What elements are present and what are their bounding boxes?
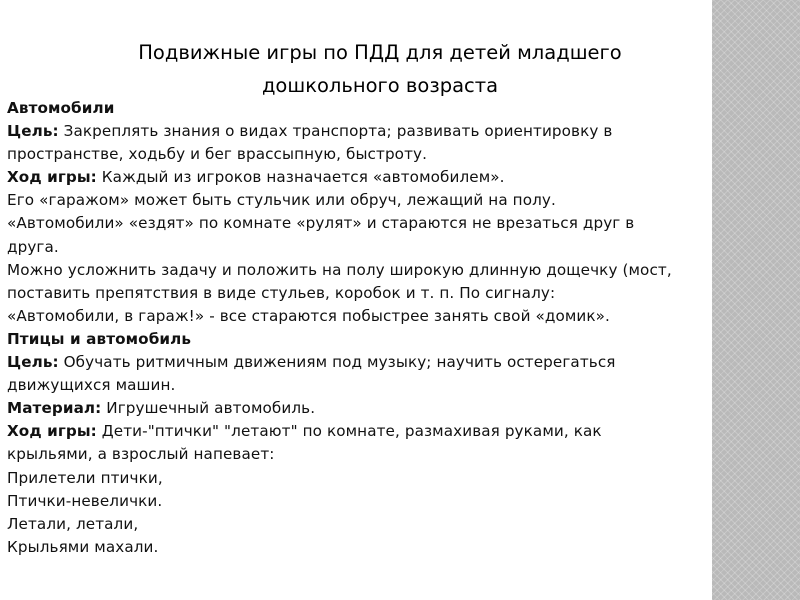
game2-course-line-2: крыльями, а взрослый напевает: [7, 445, 275, 464]
verse-line-3: Летали, летали, [7, 514, 139, 533]
title-line-2: дошкольного возраста [261, 74, 499, 97]
game1-text-line-5: Можно усложнить задачу и положить на полу широкую длинную дощечку (мост, [7, 260, 672, 279]
game2-course-label: Ход игры: [7, 422, 97, 441]
game2-goal-line [7, 351, 715, 374]
game2-material-line [7, 397, 715, 420]
game1-goal-text: Закреплять знания о видах транспорта; развивать ориентировку в [58, 122, 613, 141]
game2-course-text: Дети-"птички" "летают" по комнате, размахивая руками, как [96, 422, 602, 441]
decorative-side-strip [712, 0, 800, 600]
game1-goal-line [7, 120, 715, 143]
game1-goal-label: Цель: [7, 122, 59, 141]
verse-line-1: Прилетели птички, [7, 468, 163, 487]
game2-goal-text: Обучать ритмичным движениям под музыку; научить остерегаться [58, 353, 616, 372]
game2-material-text: Игрушечный автомобиль. [101, 399, 316, 418]
game1-course-line [7, 166, 715, 189]
game1-goal-line-2: пространстве, ходьбу и бег врассыпную, быстроту. [7, 145, 428, 164]
game1-text-line-7: «Автомобили, в гараж!» - все стараются побыстрее занять свой «домик». [7, 306, 610, 325]
game2-goal-label: Цель: [7, 353, 59, 372]
game1-text-line-4: друга. [7, 237, 59, 256]
game1-text-line-3: «Автомобили» «ездят» по комнате «рулят» и стараются не врезаться друг в [7, 214, 635, 233]
verse-line-4: Крыльями махали. [7, 537, 159, 556]
game1-text-line-2: Его «гаражом» может быть стульчик или обруч, лежащий на полу. [7, 191, 556, 210]
game2-material-label: Материал: [7, 399, 102, 418]
title-line-1: Подвижные игры по ПДД для детей младшего [138, 41, 622, 64]
game2-heading: Птицы и автомобиль [7, 329, 192, 348]
verse-line-2: Птички-невелички. [7, 491, 163, 510]
slide-title [60, 36, 700, 102]
game2-goal-line-2: движущихся машин. [7, 376, 176, 395]
game1-heading: Автомобили [7, 99, 115, 117]
game2-course-line [7, 420, 715, 443]
game1-text-line-6: поставить препятствия в виде стульев, коробок и т. п. По сигналу: [7, 283, 556, 302]
game1-course-label: Ход игры: [7, 168, 97, 187]
slide-content [7, 97, 715, 559]
game1-course-text: Каждый из игроков назначается «автомобилем». [96, 168, 505, 187]
